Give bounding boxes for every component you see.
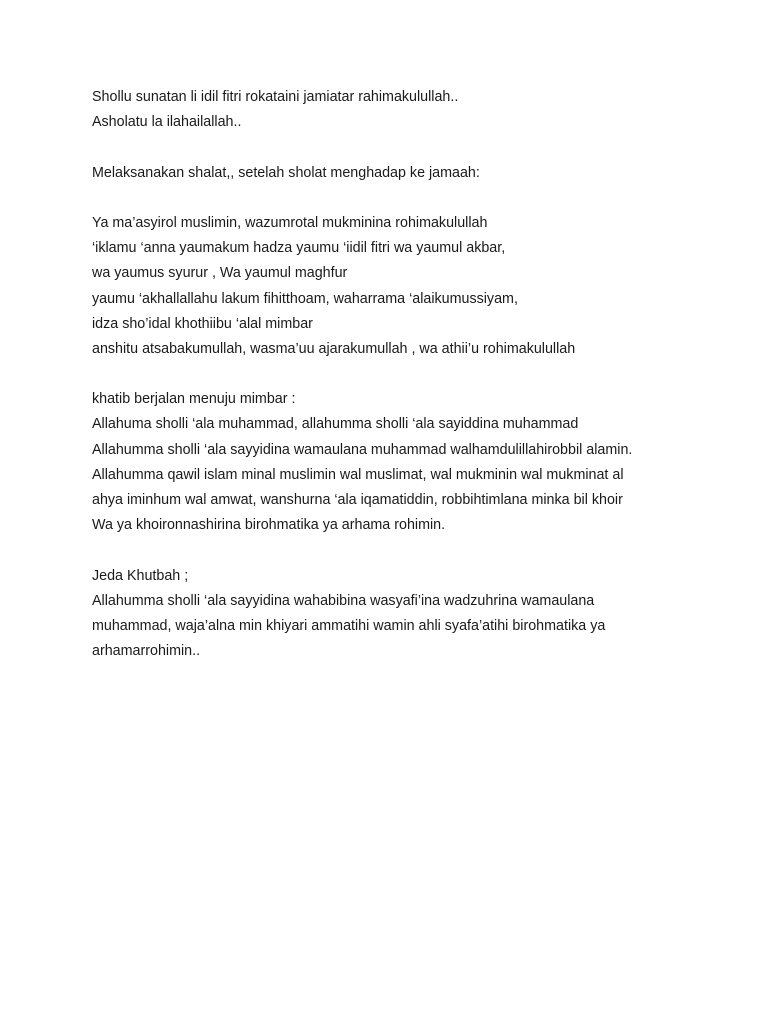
text-line: ‘iklamu ‘anna yaumakum hadza yaumu ‘iidil fitri wa yaumul akbar, [92,240,506,257]
text-line: wa yaumus syurur , Wa yaumul maghfur [92,265,348,282]
text-line: Ya ma’asyirol muslimin, wazumrotal mukminina rohimakulullah [92,214,488,231]
text-line: anshitu atsabakumullah, wasma’uu ajarakumullah , wa athii’u rohimakulullah [92,340,576,357]
text-line: Melaksanakan shalat,, setelah sholat menghadap ke jamaah: [92,164,480,181]
text-line: Asholatu la ilahailallah.. [92,114,242,131]
text-line: Shollu sunatan li idil fitri rokataini jamiatar rahimakulullah.. [92,89,459,105]
text-line: khatib berjalan menuju mimbar : [92,391,296,408]
paragraph-jeda [92,564,732,665]
document-body [92,85,732,664]
paragraph-khatib [92,387,732,538]
text-line: ahya iminhum wal amwat, wanshurna ‘ala iqamatiddin, robbihtimlana minka bil khoir [92,492,623,508]
paragraph-instruction [92,161,732,186]
paragraph-spacer [92,135,732,160]
paragraph-spacer [92,186,732,211]
text-line: muhammad, waja’alna min khiyari ammatihi wamin ahli syafa’atihi birohmatika ya [92,617,606,634]
text-line: Allahumma qawil islam minal muslimin wal muslimat, wal mukminin wal mukminat al [92,466,624,483]
text-line: Wa ya khoironnashirina birohmatika ya arhama rohimin. [92,517,446,534]
text-line: idza sho’idal khothiibu ‘alal mimbar [92,315,313,332]
paragraph-opening [92,85,732,135]
text-line: Allahumma sholli ‘ala sayyidina wamaulana muhammad walhamdulillahirobbil alamin. [92,441,633,458]
text-line: arhamarrohimin.. [92,643,201,660]
text-line: Allahumma sholli ‘ala sayyidina wahabibina wasyafi’ina wadzuhrina wamaulana [92,592,595,609]
text-line: Jeda Khutbah ; [92,567,189,584]
paragraph-spacer [92,362,732,387]
paragraph-spacer [92,538,732,563]
paragraph-address [92,211,732,362]
text-line: Allahuma sholli ‘ala muhammad, allahumma sholli ‘ala sayiddina muhammad [92,416,579,433]
text-line: yaumu ‘akhallallahu lakum fihitthoam, waharrama ‘alaikumussiyam, [92,290,518,307]
